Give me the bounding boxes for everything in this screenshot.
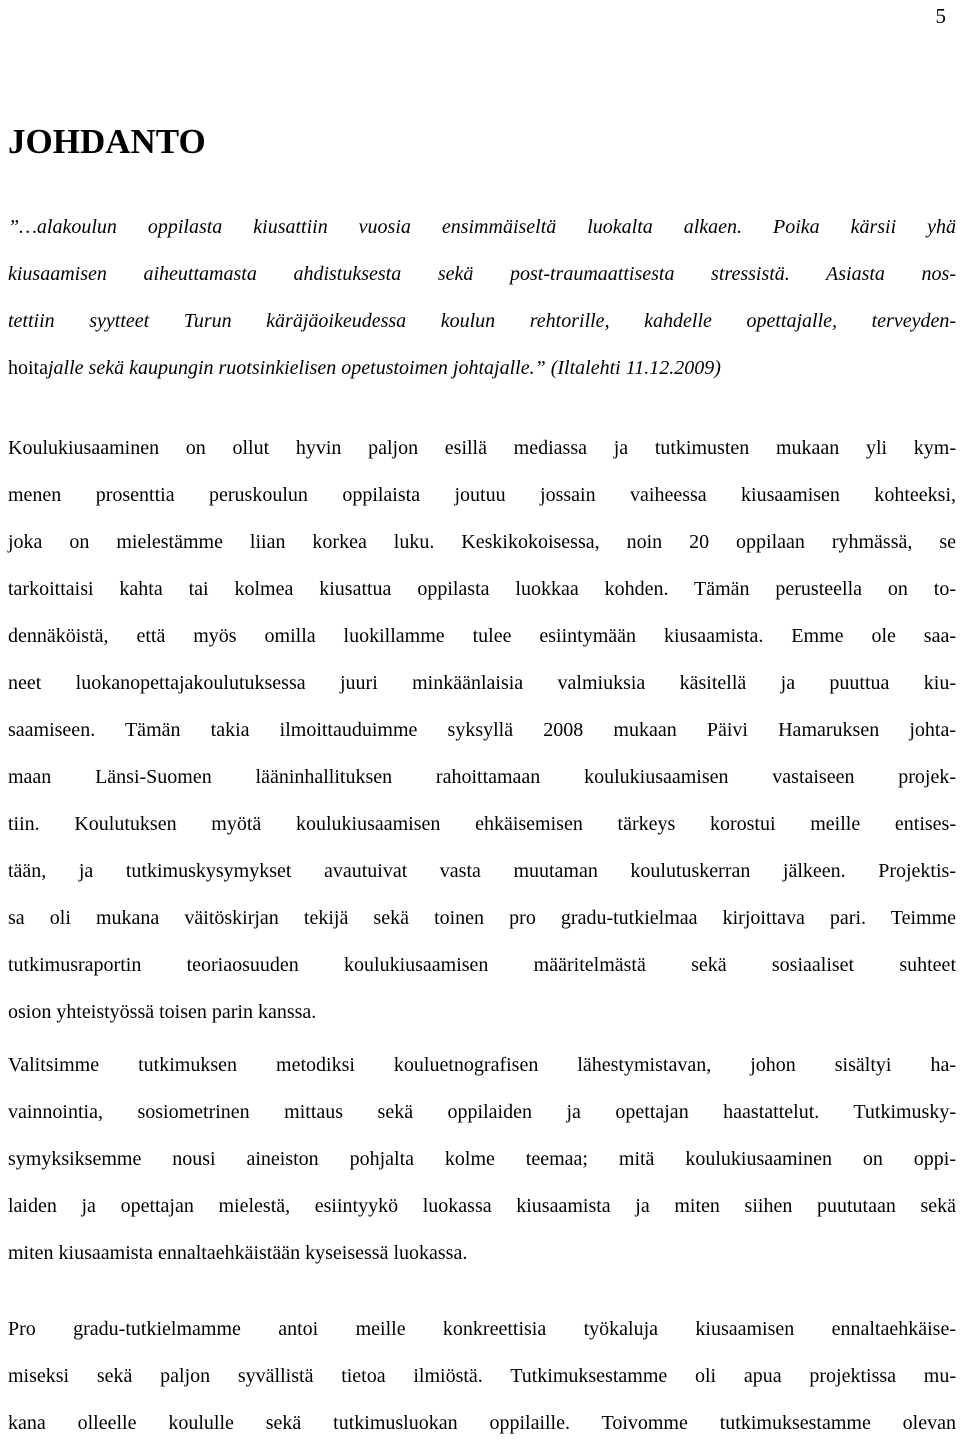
text-line: tutkimusraportin teoriaosuuden koulukiusaamisen määritelmästä sekä sosiaaliset suhteet [8,954,956,976]
text-line: miseksi sekä paljon syvällistä tietoa ilmiöstä. Tutkimuksestamme oli apua projektissa mu- [8,1365,956,1387]
quote-line: kiusaamisen aiheuttamasta ahdistuksesta sekä post-traumaattisesta stressistä. Asiasta nos- [8,263,956,285]
text-line: menen prosenttia peruskoulun oppilaista joutuu jossain vaiheessa kiusaamisen kohteeksi, [8,484,956,506]
text-line: osion yhteistyössä toisen parin kanssa. [8,1001,317,1023]
quote-line-italic-part: jalle sekä kaupungin ruotsinkielisen opetustoimen johtajalle.” (Iltalehti 11.12.2009) [48,357,721,379]
paragraph-1 [8,425,956,1036]
text-line: tarkoittaisi kahta tai kolmea kiusattua oppilasta luokkaa kohden. Tämän perusteella on to- [8,578,956,600]
section-heading: JOHDANTO [8,122,206,161]
quote-line: ”…alakoulun oppilasta kiusattiin vuosia ensimmäiseltä luokalta alkaen. Poika kärsii yhä [8,216,956,238]
text-line: symyksiksemme nousi aineiston pohjalta kolme teemaa; mitä koulukiusaaminen on oppi- [8,1148,956,1170]
text-line: Koulukiusaaminen on ollut hyvin paljon esillä mediassa ja tutkimusten mukaan yli kym- [8,437,956,459]
text-line: miten kiusaamista ennaltaehkäistään kyseisessä luokassa. [8,1242,468,1264]
text-line: maan Länsi-Suomen lääninhallituksen rahoittamaan koulukiusaamisen vastaiseen projek- [8,766,956,788]
text-line: laiden ja opettajan mielestä, esiintyykö luokassa kiusaamista ja miten siihen puututaan sekä [8,1195,956,1217]
quote-line-upright-part: hoita [8,357,48,379]
paragraph-3 [8,1306,956,1447]
text-line: vainnointia, sosiometrinen mittaus sekä oppilaiden ja opettajan haastattelut. Tutkimusky- [8,1101,956,1123]
text-line: neet luokanopettajakoulutuksessa juuri minkäänlaisia valmiuksia käsitellä ja puuttua kiu- [8,672,956,694]
text-line: tään, ja tutkimuskysymykset avautuivat vasta muutaman koulutuskerran jälkeen. Projektis- [8,860,956,882]
quote-line [8,345,956,392]
newspaper-quote [8,204,956,392]
text-line: Valitsimme tutkimuksen metodiksi kouluetnografisen lähestymistavan, johon sisältyi ha- [8,1054,956,1076]
text-line: joka on mielestämme liian korkea luku. Keskikokoisessa, noin 20 oppilaan ryhmässä, se [8,531,956,553]
text-line: kana olleelle koululle sekä tutkimusluokan oppilaille. Toivomme tutkimuksestamme olevan [8,1412,956,1434]
text-line: tiin. Koulutuksen myötä koulukiusaamisen ehkäisemisen tärkeys korostui meille entises- [8,813,956,835]
quote-line: tettiin syytteet Turun käräjäoikeudessa koulun rehtorille, kahdelle opettajalle, terveyden- [8,310,956,332]
paragraph-2 [8,1042,956,1277]
text-line: sa oli mukana väitöskirjan tekijä sekä toinen pro gradu-tutkielmaa kirjoittava pari. Teimme [8,907,956,929]
text-line: saamiseen. Tämän takia ilmoittauduimme syksyllä 2008 mukaan Päivi Hamaruksen johta- [8,719,956,741]
page-number: 5 [935,4,946,28]
text-line: Pro gradu-tutkielmamme antoi meille konkreettisia työkaluja kiusaamisen ennaltaehkäise- [8,1318,956,1340]
text-line: dennäköistä, että myös omilla luokillamme tulee esiintymään kiusaamista. Emme ole saa- [8,625,956,647]
